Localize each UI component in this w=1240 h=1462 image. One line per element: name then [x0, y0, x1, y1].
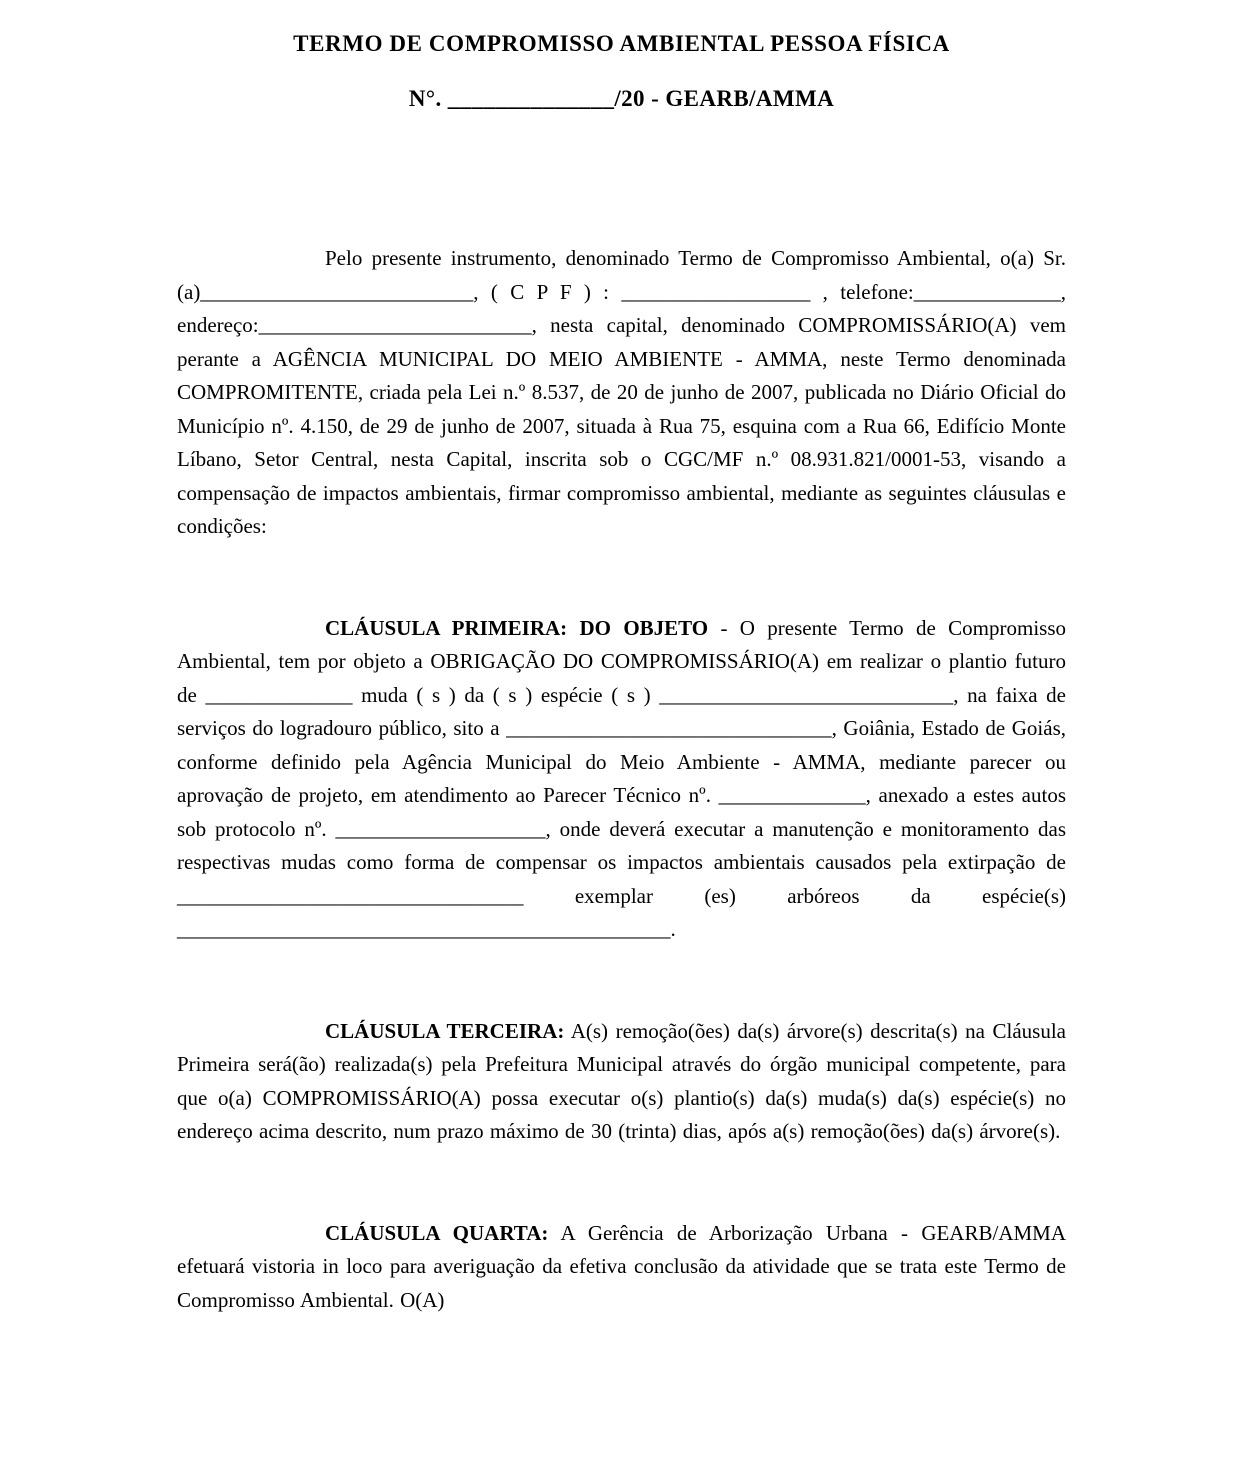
paragraph-clausula-quarta — [177, 1217, 1066, 1318]
document-number-line: N°. ______________/20 - GEARB/AMMA — [408, 86, 835, 111]
clause-primeira-body: - O presente Termo de Compromisso Ambiental, tem por objeto a OBRIGAÇÃO DO COMPROMISSÁRIO(A) em realizar o plantio futuro de ______________ muda ( s ) da ( s ) espécie ( s ) ____________________________, na faixa de serviços do logradouro público, sito a _______________________________, Goiânia, Estado de Goiás, conforme definido pela Agência Municipal do Meio Ambiente - AMMA, mediante parecer ou aprovação de projeto, em atendimento ao Parecer Técnico nº. ______________, anexado a estes autos sob protocolo nº. ____________________, onde deverá executar a manutenção e monitoramento das respectivas mudas como forma de compensar os impactos ambientais causados pela extirpação de _________________________________ exemplar (es) arbóreos da espécie(s) _______________________________________________. — [177, 615, 1066, 941]
paragraph-preamble — [177, 242, 1066, 544]
document-title: TERMO DE COMPROMISSO AMBIENTAL PESSOA FÍSICA — [293, 31, 950, 56]
clause-quarta-heading: CLÁUSULA QUARTA: — [325, 1220, 549, 1245]
clause-quarta-body: A Gerência de Arborização Urbana - GEARB/AMMA efetuará vistoria in loco para averiguação da efetiva conclusão da atividade que se trata este Termo de Compromisso Ambiental. O(A) — [177, 1220, 1066, 1312]
clause-terceira-heading: CLÁUSULA TERCEIRA: — [325, 1018, 565, 1043]
paragraph-clausula-primeira — [177, 612, 1066, 947]
clause-primeira-heading: CLÁUSULA PRIMEIRA: DO OBJETO — [325, 615, 709, 640]
preamble-text: Pelo presente instrumento, denominado Termo de Compromisso Ambiental, o(a) Sr.(a)__________________________, ( C P F ) : __________________ , telefone:______________, endereço:__________________________, nesta capital, denominado COMPROMISSÁRIO(A) vem perante a AGÊNCIA MUNICIPAL DO MEIO AMBIENTE - AMMA, neste Termo denominada COMPROMITENTE, criada pela Lei n.º 8.537, de 20 de junho de 2007, publicada no Diário Oficial do Município nº. 4.150, de 29 de junho de 2007, situada à Rua 75, esquina com a Rua 66, Edifício Monte Líbano, Setor Central, nesta Capital, inscrita sob o CGC/MF n.º 08.931.821/0001-53, visando a compensação de impactos ambientais, firmar compromisso ambiental, mediante as seguintes cláusulas e condições: — [177, 246, 1066, 538]
paragraph-clausula-terceira — [177, 1015, 1066, 1149]
clause-terceira-body: A(s) remoção(ões) da(s) árvore(s) descrita(s) na Cláusula Primeira será(ão) realizada(s) pela Prefeitura Municipal através do órgão municipal competente, para que o(a) COMPROMISSÁRIO(A) possa executar o(s) plantio(s) da(s) muda(s) da(s) espécie(s) no endereço acima descrito, num prazo máximo de 30 (trinta) dias, após a(s) remoção(ões) da(s) árvore(s). — [177, 1018, 1066, 1143]
